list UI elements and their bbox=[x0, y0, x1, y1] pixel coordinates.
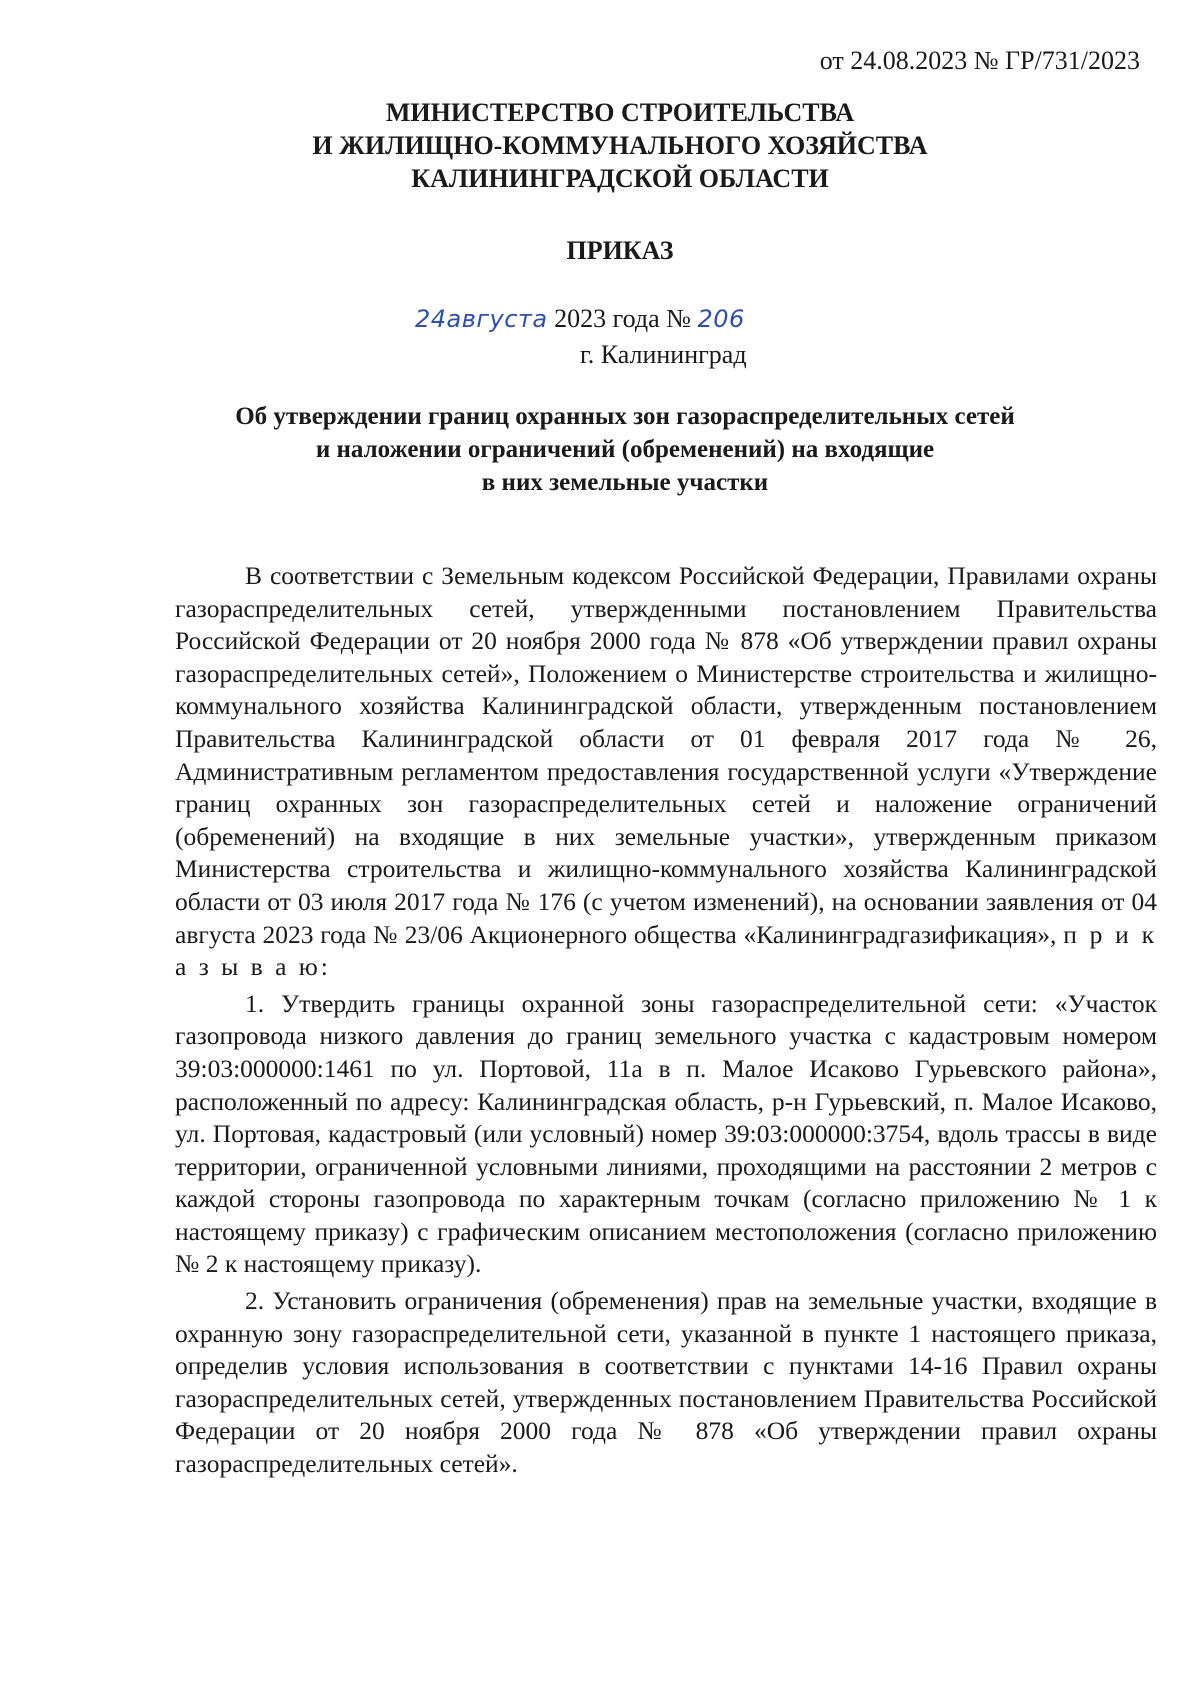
order-date-line bbox=[415, 302, 745, 336]
order-city: г. Калининград bbox=[580, 340, 747, 369]
preamble-paragraph bbox=[175, 560, 1157, 984]
order-item-1: 1. Утвердить границы охранной зоны газораспределительной сети: «Участок газопровода низкого давления до границ земельного участка с кадастровым номером 39:03:000000:1461 по ул. Портовой, 11а в п. Малое Исаково Гурьевского района», расположенный по адресу: Калининградская область, р-н Гурьевский, п. Малое Исаково, ул. Портовая, кадастровый (или условный) номер 39:03:000000:3754, вдоль трассы в виде территории, ограниченной условными линиями, проходящими на расстоянии 2 метров с каждой стороны газопровода по характерным точкам (согласно приложению № 1 к настоящему приказу) с графическим описанием местоположения (согласно приложению № 2 к настоящему приказу). bbox=[175, 988, 1157, 1279]
printed-date-text: 2023 года № bbox=[547, 304, 698, 333]
prikazyvayu-word: п р и к а з ы в а ю: bbox=[175, 919, 1158, 982]
subject-line-3: в них земельные участки bbox=[481, 469, 769, 496]
order-body bbox=[175, 560, 1157, 1481]
order-title: ПРИКАЗ bbox=[566, 236, 674, 265]
handwritten-date: 24августа bbox=[415, 305, 548, 333]
ministry-line-2: И ЖИЛИЩНО-КОММУНАЛЬНОГО ХОЗЯЙСТВА bbox=[312, 131, 928, 160]
order-subject bbox=[0, 400, 1200, 499]
registration-number: от 24.08.2023 № ГР/731/2023 bbox=[819, 46, 1140, 75]
ministry-line-3: КАЛИНИНГРАДСКОЙ ОБЛАСТИ bbox=[411, 164, 829, 193]
subject-line-2: и наложении ограничений (обременений) на входящие bbox=[315, 436, 935, 463]
order-item-2: 2. Установить ограничения (обременения) прав на земельные участки, входящие в охранную зону газораспределительной сети, указанной в пункте 1 настоящего приказа, определив условия использования в соответствии с пунктами 14-16 Правил охраны газораспределительных сетей, утвержденных постановлением Правительства Российской Федерации от 20 ноября 2000 года № 878 «Об утверждении правил охраны газораспределительных сетей». bbox=[175, 1286, 1157, 1479]
handwritten-order-number: 206 bbox=[697, 305, 745, 333]
subject-line-1: Об утверждении границ охранных зон газораспределительных сетей bbox=[235, 403, 1015, 430]
ministry-heading bbox=[0, 96, 1200, 195]
preamble-text: В соответствии с Земельным кодексом Российской Федерации, Правилами охраны газораспределительных сетей, утвержденными постановлением Правительства Российской Федерации от 20 ноября 2000 года № 878 «Об утверждении правил охраны газораспределительных сетей», Положением о Министерстве строительства и жилищно-коммунального хозяйства Калининградской области, утвержденным постановлением Правительства Калининградской области от 01 февраля 2017 года № 26, Административным регламентом предоставления государственной услуги «Утверждение границ охранных зон газораспределительных сетей и наложение ограничений (обременений) на входящие в них земельные участки», утвержденным приказом Министерства строительства и жилищно-коммунального хозяйства Калининградской области от 03 июля 2017 года № 176 (с учетом изменений), на основании заявления от 04 августа 2023 года № 23/06 Акционерного общества «Калининградгазификация», bbox=[175, 561, 1157, 949]
ministry-line-1: МИНИСТЕРСТВО СТРОИТЕЛЬСТВА bbox=[385, 98, 855, 127]
